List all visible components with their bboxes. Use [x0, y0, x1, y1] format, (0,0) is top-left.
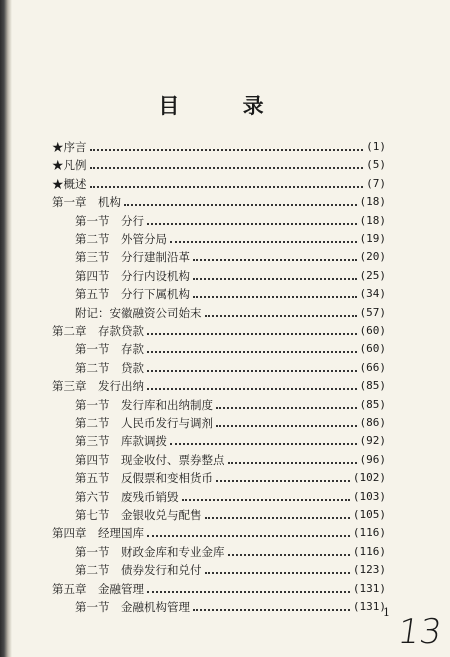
toc-entry[interactable]: 第一节 存款 (60) [75, 342, 386, 356]
toc-entry[interactable]: 第三节 库款调拨 (92) [75, 434, 386, 448]
handwritten-note: 13 [395, 612, 445, 652]
toc-entry[interactable]: 第一节 发行库和出纳制度 (85) [75, 398, 386, 412]
toc-entry[interactable]: 第五节 分行下属机构 (34) [75, 287, 386, 301]
toc-entry[interactable]: 附记：安徽融资公司始末 (57) [75, 306, 386, 320]
toc-chapter[interactable]: 第二章 存款贷款 (60) [52, 324, 386, 338]
toc-entry[interactable]: 第一节 财政金库和专业金库 (116) [75, 545, 386, 559]
toc-chapter[interactable]: 第四章 经理国库 (116) [52, 526, 386, 540]
toc-entry[interactable]: 第一节 金融机构管理 (131) [75, 600, 386, 614]
page-title: 目 录 [158, 93, 292, 118]
toc-chapter[interactable]: 第一章 机构 (18) [52, 195, 386, 209]
toc-chapter[interactable]: 第五章 金融管理 (131) [52, 582, 386, 596]
toc-entry[interactable]: 第二节 人民币发行与调剂 (86) [75, 416, 386, 430]
toc-entry[interactable]: 第六节 废残币销毁 (103) [75, 490, 386, 504]
toc-chapter[interactable]: ★序言 (1) [52, 140, 386, 154]
toc-chapter[interactable]: ★概述 (7) [52, 177, 386, 191]
toc-chapter[interactable]: ★凡例 (5) [52, 158, 386, 172]
toc-entry[interactable]: 第二节 贷款 (66) [75, 361, 386, 375]
toc-entry[interactable]: 第四节 现金收付、票券整点 (96) [75, 453, 386, 467]
toc-chapter[interactable]: 第三章 发行出纳 (85) [52, 379, 386, 393]
toc-entry[interactable]: 第三节 分行建制沿革 (20) [75, 250, 386, 264]
toc-entry[interactable]: 第七节 金银收兑与配售 (105) [75, 508, 386, 522]
toc-entry[interactable]: 第一节 分行 (18) [75, 214, 386, 228]
toc-entry[interactable]: 第二节 债券发行和兑付 (123) [75, 563, 386, 577]
toc-entry[interactable]: 第四节 分行内设机构 (25) [75, 269, 386, 283]
toc-entry[interactable]: 第五节 反假票和变相货币 (102) [75, 471, 386, 485]
toc-entry[interactable]: 第二节 外管分局 (19) [75, 232, 386, 246]
page-number: 1 [383, 606, 390, 619]
